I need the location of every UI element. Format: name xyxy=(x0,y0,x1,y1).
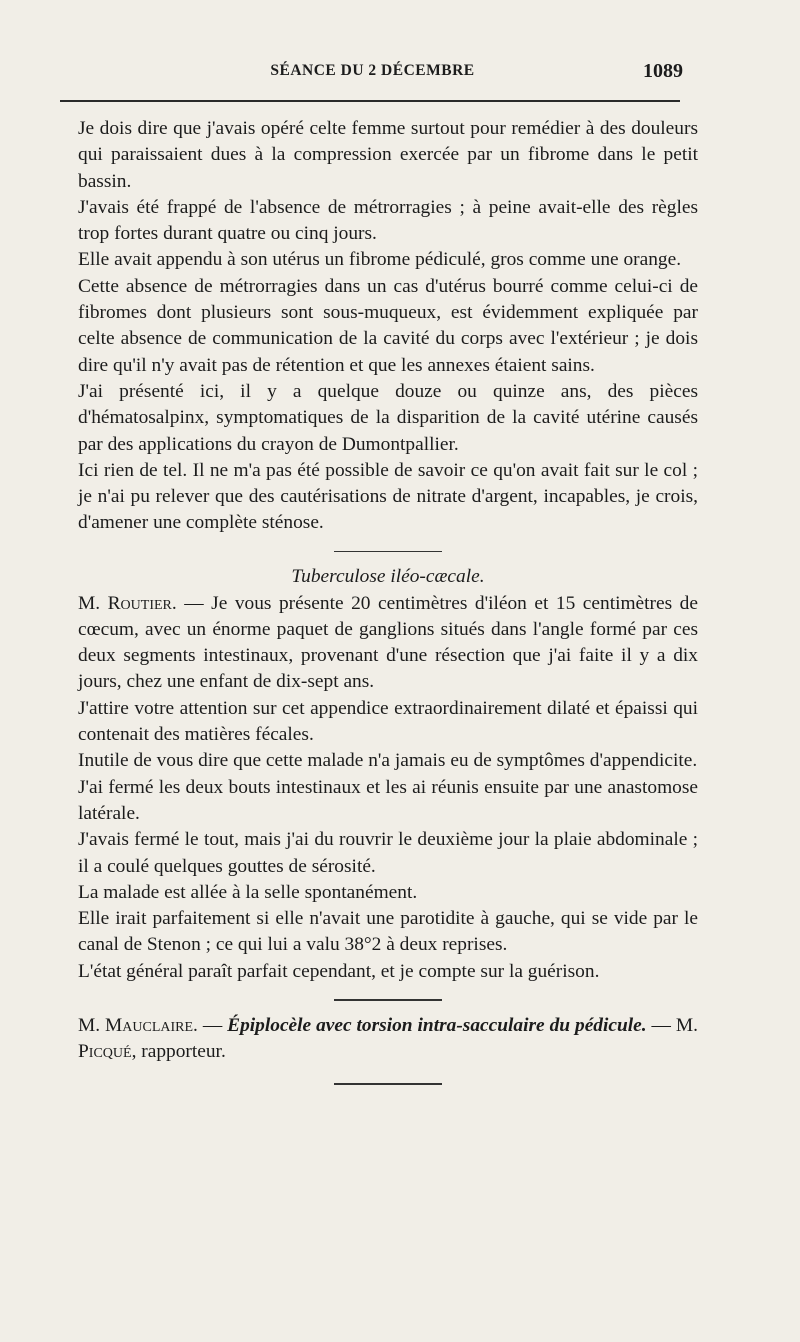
body-text xyxy=(78,116,698,1085)
document-page xyxy=(60,0,698,1342)
paragraph: Cette absence de métrorragies dans un cas d'utérus bourré comme celui-ci de fibromes dont plusieurs sont sous-muqueux, est évidemment expliquée par celte absence de communication de la cavité du corps avec l'extérieur ; je dois dire qu'il n'y avait pas de rétention et que les annexes étaient sains. xyxy=(78,275,698,376)
section-separator xyxy=(334,551,442,553)
paragraph: J'attire votre attention sur cet appendice extraordinairement dilaté et épaissi qui contenait des matières fécales. xyxy=(78,697,698,746)
paragraph: Inutile de vous dire que cette malade n'a jamais eu de symptômes d'appendicite. xyxy=(78,750,698,772)
paragraph: J'ai fermé les deux bouts intestinaux et les ai réunis ensuite par une anastomose latérale. xyxy=(78,776,698,824)
paragraph: J'ai présenté ici, il y a quelque douze ou quinze ans, des pièces d'hématosalpinx, symptomatiques de la disparition de la cavité utérine causés par des applications du crayon de Dumontpallier. xyxy=(78,380,698,455)
paragraph-routier xyxy=(78,591,698,696)
paragraph: J'avais fermé le tout, mais j'ai du rouvrir le deuxième jour la plaie abdominale ; il a coulé quelques gouttes de sérosité. xyxy=(78,829,698,877)
paragraph: J'avais été frappé de l'absence de métrorragies ; à peine avait-elle des règles trop fortes durant quatre ou cinq jours. xyxy=(78,196,698,245)
section-separator xyxy=(334,999,442,1001)
dash: — M. xyxy=(646,1014,698,1036)
rapporteur-name: Picqué xyxy=(78,1040,132,1062)
running-header xyxy=(60,60,685,86)
communication-title: Épiplocèle avec torsion intra-sacculaire du pédicule. xyxy=(227,1014,647,1036)
speech-text: — Je vous présente 20 centimètres d'iléon et 15 centimètres de cœcum, avec un énorme paquet de ganglions situés dans l'angle formé par ces deux segments intestinaux, provenant d'une résection que j'ai faite il y a dix jours, chez une enfant de dix-sept ans. xyxy=(78,592,698,693)
header-rule xyxy=(60,100,680,102)
rapporteur-suffix: , rapporteur. xyxy=(131,1040,226,1062)
paragraph: Je dois dire que j'avais opéré celte femme surtout pour remédier à des douleurs qui paraissaient dues à la compression exercée par un fibrome dans le petit bassin. xyxy=(78,118,698,192)
section-title: Tuberculose iléo-cæcale. xyxy=(291,566,485,588)
end-rule xyxy=(334,1083,442,1085)
paragraph: Elle irait parfaitement si elle n'avait une parotidite à gauche, qui se vide par le canal de Stenon ; ce qui lui a valu 38°2 à deux reprises. xyxy=(78,908,698,956)
paragraph: Elle avait appendu à son utérus un fibrome pédiculé, gros comme une orange. xyxy=(78,249,682,271)
speaker-name: M. Mauclaire. xyxy=(78,1014,198,1036)
speaker-name: M. Routier. xyxy=(78,592,177,614)
header-title: SÉANCE DU 2 DÉCEMBRE xyxy=(270,62,475,79)
page-number: 1089 xyxy=(643,60,683,82)
paragraph: Ici rien de tel. Il ne m'a pas été possible de savoir ce qu'on avait fait sur le col ; je n'ai pu relever que des cautérisations de nitrate d'argent, incapables, je crois, d'amener une complète sténose. xyxy=(78,459,698,534)
paragraph: L'état général paraît parfait cependant, et je compte sur la guérison. xyxy=(78,960,600,982)
paragraph: La malade est allée à la selle spontanément. xyxy=(78,881,418,903)
paragraph-mauclaire xyxy=(78,1013,698,1066)
dash: — xyxy=(197,1014,228,1036)
